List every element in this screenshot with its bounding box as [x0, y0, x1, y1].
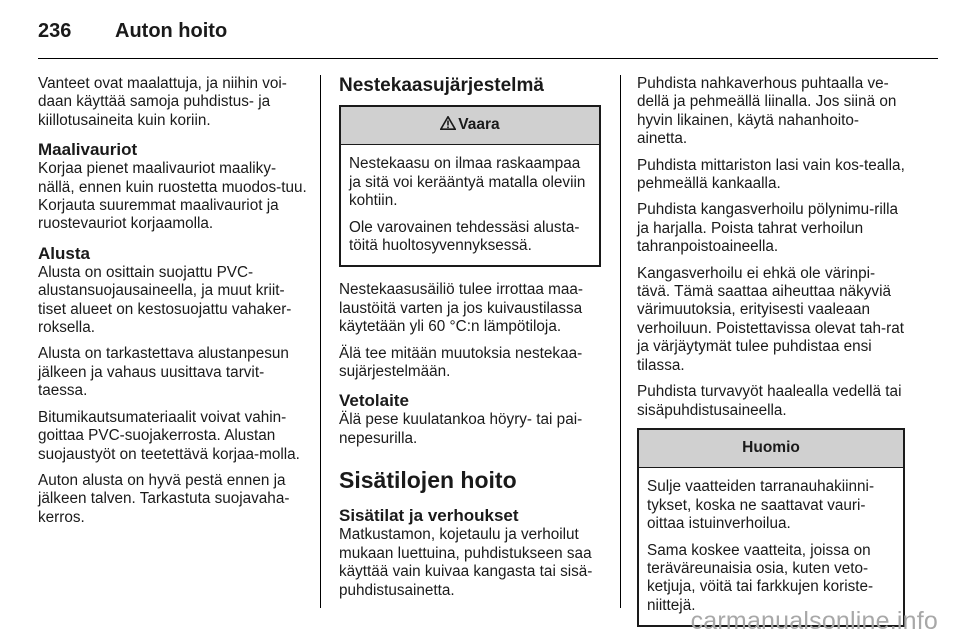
- maalivauriot-heading: Maalivauriot: [38, 140, 138, 160]
- nestekaasu-paragraph-1: Nestekaasusäiliö tulee irrottaa maa-laustöitä varten ja jos kuivaustilassa käytetään yli 60 °C:n lämpötiloja.: [339, 281, 584, 336]
- alusta-paragraph-3: Bitumikautsumateriaalit voivat vahin-goittaa PVC-suojakerrosta. Alustan suojaustyöt on teetettävä korjaa-molla.: [38, 408, 300, 463]
- turvavyot-paragraph: Puhdista turvavyöt haalealla vedellä tai sisäpuhdistusaineella.: [637, 383, 902, 419]
- section-title: Auton hoito: [115, 20, 228, 42]
- sisatilat-paragraph: Matkustamon, kojetaulu ja verhoilut mukaan luettuina, puhdistukseen saa käyttää vain kuivaa kangasta tai sisä-puhdistusainetta.: [339, 526, 593, 599]
- alusta-paragraph-1: Alusta on osittain suojattu PVC-alustansuojausaineella, ja muut kriit-tiset alueet on kestosuojattu vahaker-roksella.: [38, 263, 292, 337]
- warning-paragraph-1: Nestekaasu on ilmaa raskaampaa ja sitä voi kerääntyä matalla oleviin kohtiin.: [349, 155, 586, 210]
- column-3: [637, 75, 905, 641]
- sisatilat-heading: Sisätilat ja verhoukset: [339, 506, 519, 526]
- watermark: carmanualsonline.info: [690, 607, 938, 635]
- kangasverhoilu-paragraph: Puhdista kangasverhoilu pölynimu-rilla ja harjalla. Poista tahrat verhoilun tahranpoistoaineella.: [637, 201, 899, 256]
- warning-triangle-icon: [440, 116, 456, 130]
- page-number: 236: [38, 20, 72, 42]
- note-box-body: [639, 468, 903, 625]
- warning-title: Vaara: [458, 116, 500, 133]
- mittaristo-paragraph: Puhdista mittariston lasi vain kos-tealla, pehmeällä kankaalla.: [637, 156, 905, 193]
- header-rule: [38, 58, 938, 59]
- maalivauriot-paragraph: Korjaa pienet maalivauriot maaliky-nällä, ennen kuin ruostetta muodos-tuu. Korjauta suuremmat maalivauriot ja ruostevauriot korjaamolla.: [38, 160, 307, 233]
- column-divider-1: [320, 75, 321, 608]
- warning-box-body: [341, 145, 599, 265]
- column-1: [38, 75, 308, 535]
- column-2: [339, 75, 601, 608]
- warning-box-header: [341, 107, 599, 145]
- sisatilojen-hoito-heading: Sisätilojen hoito: [339, 467, 517, 494]
- warning-box: [339, 105, 601, 267]
- note-box: [637, 428, 905, 627]
- intro-paragraph: Vanteet ovat maalattuja, ja niihin voi-daan käyttää samoja puhdistus- ja kiillotusaineita kuin koriin.: [38, 75, 287, 129]
- note-paragraph-1: Sulje vaatteiden tarranauhakiinni-tykset, koska ne saattavat vauri-oittaa istuinverhoilua.: [647, 478, 875, 533]
- alusta-paragraph-4: Auton alusta on hyvä pestä ennen ja jälkeen talven. Tarkastuta suojavaha-kerros.: [38, 471, 290, 526]
- vetolaite-heading: Vetolaite: [339, 391, 409, 411]
- vetolaite-paragraph: Älä pese kuulatankoa höyry- tai pai-nepesurilla.: [339, 411, 583, 447]
- column-divider-2: [620, 75, 621, 608]
- note-paragraph-2: Sama koskee vaatteita, joissa on teräväreunaisia osia, kuten veto-ketjuja, vöitä tai farkkujen koriste-niittejä.: [647, 541, 874, 614]
- page-header: [38, 18, 938, 50]
- varinpitavyys-paragraph: Kangasverhoilu ei ehkä ole värinpi-tävä. Tämä saattaa aiheuttaa näkyviä värimuutoksia, erityisesti vaaleaan verhoiluun. Poistettavissa olevat tah-rat ja värjäytymät tulee puhdistaa ensi tilassa.: [637, 264, 904, 374]
- warning-paragraph-2: Ole varovainen tehdessäsi alusta-töitä huoltosyvennyksessä.: [349, 218, 580, 255]
- nahkaverhous-paragraph: Puhdista nahkaverhous puhtaalla ve-dellä ja pehmeällä liinalla. Jos siinä on hyvin likainen, käytä nahanhoito-ainetta.: [637, 75, 897, 148]
- nestekaasu-heading: Nestekaasujärjestelmä: [339, 75, 544, 96]
- nestekaasu-paragraph-2: Älä tee mitään muutoksia nestekaa-sujärjestelmään.: [339, 344, 583, 381]
- alusta-heading: Alusta: [38, 243, 90, 263]
- alusta-paragraph-2: Alusta on tarkastettava alustanpesun jälkeen ja vahaus uusittava tarvit-taessa.: [38, 345, 289, 400]
- note-box-header: Huomio: [639, 430, 903, 468]
